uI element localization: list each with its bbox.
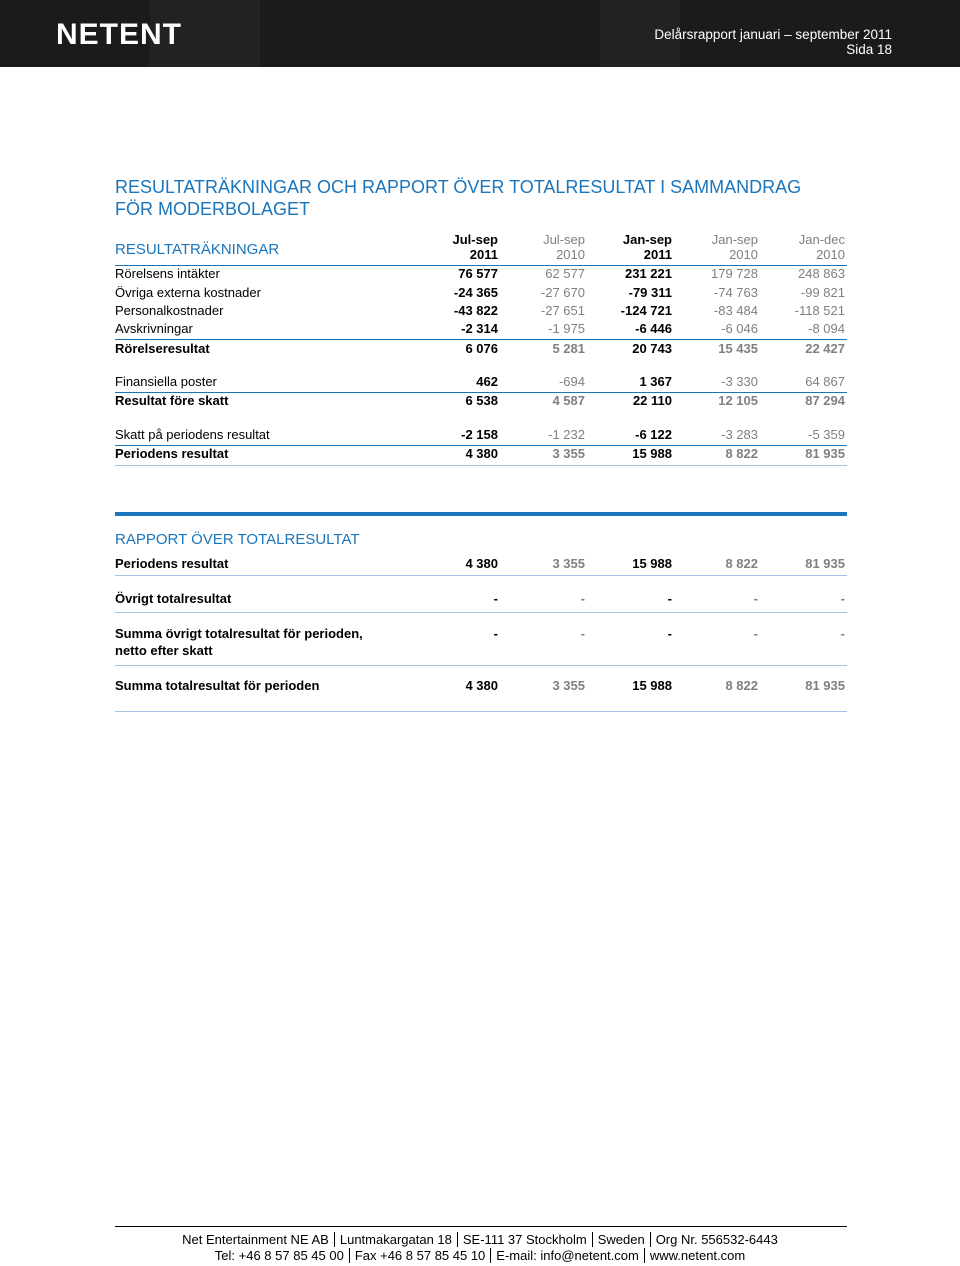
- cell-value: -: [753, 591, 758, 606]
- cell-value: -: [493, 591, 498, 606]
- cell-value: 8 822: [725, 446, 758, 461]
- row-label-line: netto efter skatt: [115, 643, 213, 658]
- cell-value: 4 380: [465, 678, 498, 693]
- footer-item: Net Entertainment NE AB: [182, 1232, 329, 1247]
- table-row: [115, 284, 847, 302]
- footer-separator: [334, 1232, 335, 1247]
- cell-value: -27 670: [540, 285, 585, 300]
- cell-value: 15 988: [632, 678, 672, 693]
- cell-value: 3 355: [552, 446, 585, 461]
- table-row: [115, 445, 847, 463]
- footer-rule: [115, 1226, 847, 1227]
- row-rule: [115, 665, 847, 666]
- cell-value: -6 446: [635, 321, 672, 336]
- section-divider: [115, 512, 847, 516]
- footer-separator: [644, 1248, 645, 1263]
- cell-value: 4 380: [465, 446, 498, 461]
- cell-value: 3 355: [552, 556, 585, 571]
- cell-value: -3 330: [721, 374, 758, 389]
- cell-value: 462: [476, 374, 498, 389]
- row-label: Finansiella poster: [115, 374, 217, 389]
- row-label: Rörelsens intäkter: [115, 266, 220, 281]
- cell-value: 15 988: [632, 556, 672, 571]
- cell-value: 81 935: [805, 446, 845, 461]
- netent-logo: NETENT: [56, 18, 182, 51]
- report-title: Delårsrapport januari – september 2011: [654, 27, 892, 42]
- table-row: [115, 426, 847, 444]
- column-header-year: 2011: [469, 247, 498, 262]
- section-label-income: RESULTATRÄKNINGAR: [115, 241, 280, 258]
- cell-value: 87 294: [805, 393, 845, 408]
- table-row: [115, 625, 847, 661]
- cell-value: 62 577: [545, 266, 585, 281]
- footer-separator: [490, 1248, 491, 1263]
- row-rule: [115, 465, 847, 466]
- cell-value: 22 110: [632, 393, 672, 408]
- footer-contact: [0, 1248, 960, 1264]
- row-label: Periodens resultat: [115, 446, 229, 461]
- table-row: [115, 392, 847, 410]
- cell-value: 3 355: [552, 678, 585, 693]
- row-label: Personalkostnader: [115, 303, 224, 318]
- column-header-year: 2010: [729, 247, 758, 262]
- cell-value: -: [753, 626, 758, 641]
- cell-value: 8 822: [725, 556, 758, 571]
- cell-value: 64 867: [805, 374, 845, 389]
- column-header: [668, 232, 758, 262]
- footer-item: E-mail: info@netent.com: [496, 1248, 639, 1263]
- footer-item: Org Nr. 556532-6443: [655, 1232, 778, 1247]
- column-header-year: 2010: [816, 247, 845, 262]
- table-row: [115, 340, 847, 358]
- table-row: [115, 590, 847, 608]
- footer-item: www.netent.com: [649, 1248, 746, 1263]
- footer-separator: [457, 1232, 458, 1247]
- cell-value: -5 359: [808, 427, 845, 442]
- cell-value: 6 076: [465, 341, 498, 356]
- cell-value: -24 365: [453, 285, 498, 300]
- footer-separator: [650, 1232, 651, 1247]
- column-header-period: Jan-dec: [798, 232, 845, 247]
- row-label: Periodens resultat: [115, 556, 229, 571]
- cell-value: -694: [558, 374, 585, 389]
- cell-value: -: [840, 626, 845, 641]
- section-label-total: RAPPORT ÖVER TOTALRESULTAT: [115, 531, 360, 548]
- page-number: Sida 18: [846, 42, 892, 57]
- row-label: Skatt på periodens resultat: [115, 427, 270, 442]
- column-header-period: Jul-sep: [452, 232, 498, 247]
- column-header-period: Jan-sep: [622, 232, 672, 247]
- footer-item: Fax +46 8 57 85 45 10: [354, 1248, 486, 1263]
- table-row: [115, 320, 847, 338]
- cell-value: -118 521: [794, 303, 845, 318]
- footer-address: [0, 1232, 960, 1248]
- cell-value: 22 427: [805, 341, 845, 356]
- cell-value: -83 484: [713, 303, 758, 318]
- row-label-line: Summa övrigt totalresultat för perioden,: [115, 626, 363, 641]
- page-header: [0, 0, 960, 67]
- table-row: [115, 373, 847, 391]
- cell-value: 5 281: [552, 341, 585, 356]
- row-rule: [115, 612, 847, 613]
- row-label: Övriga externa kostnader: [115, 285, 261, 300]
- cell-value: 81 935: [805, 678, 845, 693]
- column-header: [582, 232, 672, 262]
- row-rule: [115, 392, 847, 393]
- cell-value: 179 728: [711, 266, 758, 281]
- cell-value: 12 105: [718, 393, 758, 408]
- header-info: [654, 27, 892, 57]
- column-header: [408, 232, 498, 262]
- footer-item: SE-111 37 Stockholm: [462, 1232, 587, 1247]
- cell-value: -: [580, 626, 585, 641]
- cell-value: -6 122: [635, 427, 672, 442]
- table-row: [115, 265, 847, 283]
- footer-item: Tel: +46 8 57 85 45 00: [214, 1248, 344, 1263]
- cell-value: 15 435: [718, 341, 758, 356]
- cell-value: 20 743: [632, 341, 672, 356]
- cell-value: 6 538: [465, 393, 498, 408]
- cell-value: 81 935: [805, 556, 845, 571]
- column-header-period: Jul-sep: [543, 232, 585, 247]
- cell-value: -99 821: [800, 285, 845, 300]
- footer-item: Sweden: [597, 1232, 645, 1247]
- cell-value: 4 587: [552, 393, 585, 408]
- column-header-period: Jan-sep: [711, 232, 758, 247]
- footer-separator: [349, 1248, 350, 1263]
- cell-value: -: [667, 626, 672, 641]
- column-header-year: 2011: [643, 247, 672, 262]
- cell-value: 4 380: [465, 556, 498, 571]
- cell-value: 248 863: [798, 266, 845, 281]
- cell-value: -2 314: [461, 321, 498, 336]
- row-label: [115, 625, 363, 659]
- cell-value: -8 094: [808, 321, 845, 336]
- footer-item: Luntmakargatan 18: [339, 1232, 452, 1247]
- cell-value: -: [840, 591, 845, 606]
- row-label: Rörelseresultat: [115, 341, 210, 356]
- cell-value: -: [580, 591, 585, 606]
- cell-value: 15 988: [632, 446, 672, 461]
- page-title: RESULTATRÄKNINGAR OCH RAPPORT ÖVER TOTALRESULTAT I SAMMANDRAG FÖR MODERBOLAGET: [115, 177, 802, 219]
- cell-value: -: [493, 626, 498, 641]
- row-label: Övrigt totalresultat: [115, 591, 232, 606]
- row-label: Summa totalresultat för perioden: [115, 678, 320, 693]
- table-row: [115, 555, 847, 573]
- column-header: [495, 232, 585, 262]
- cell-value: -2 158: [461, 427, 498, 442]
- row-rule: [115, 575, 847, 576]
- cell-value: 76 577: [458, 266, 498, 281]
- row-rule: [115, 445, 847, 446]
- footer-separator: [592, 1232, 593, 1247]
- cell-value: -74 763: [713, 285, 758, 300]
- table-row: [115, 677, 847, 695]
- cell-value: -43 822: [453, 303, 498, 318]
- cell-value: -: [667, 591, 672, 606]
- cell-value: -79 311: [628, 285, 672, 300]
- table-row: [115, 302, 847, 320]
- cell-value: -27 651: [540, 303, 585, 318]
- cell-value: 231 221: [625, 266, 672, 281]
- column-header: [755, 232, 845, 262]
- cell-value: -124 721: [620, 303, 672, 318]
- row-label: Avskrivningar: [115, 321, 193, 336]
- cell-value: -3 283: [721, 427, 758, 442]
- row-rule: [115, 711, 847, 712]
- cell-value: -6 046: [721, 321, 758, 336]
- cell-value: 8 822: [725, 678, 758, 693]
- cell-value: 1 367: [639, 374, 672, 389]
- row-label: Resultat före skatt: [115, 393, 229, 408]
- cell-value: -1 975: [548, 321, 585, 336]
- column-header-year: 2010: [556, 247, 585, 262]
- cell-value: -1 232: [548, 427, 585, 442]
- row-rule: [115, 339, 847, 340]
